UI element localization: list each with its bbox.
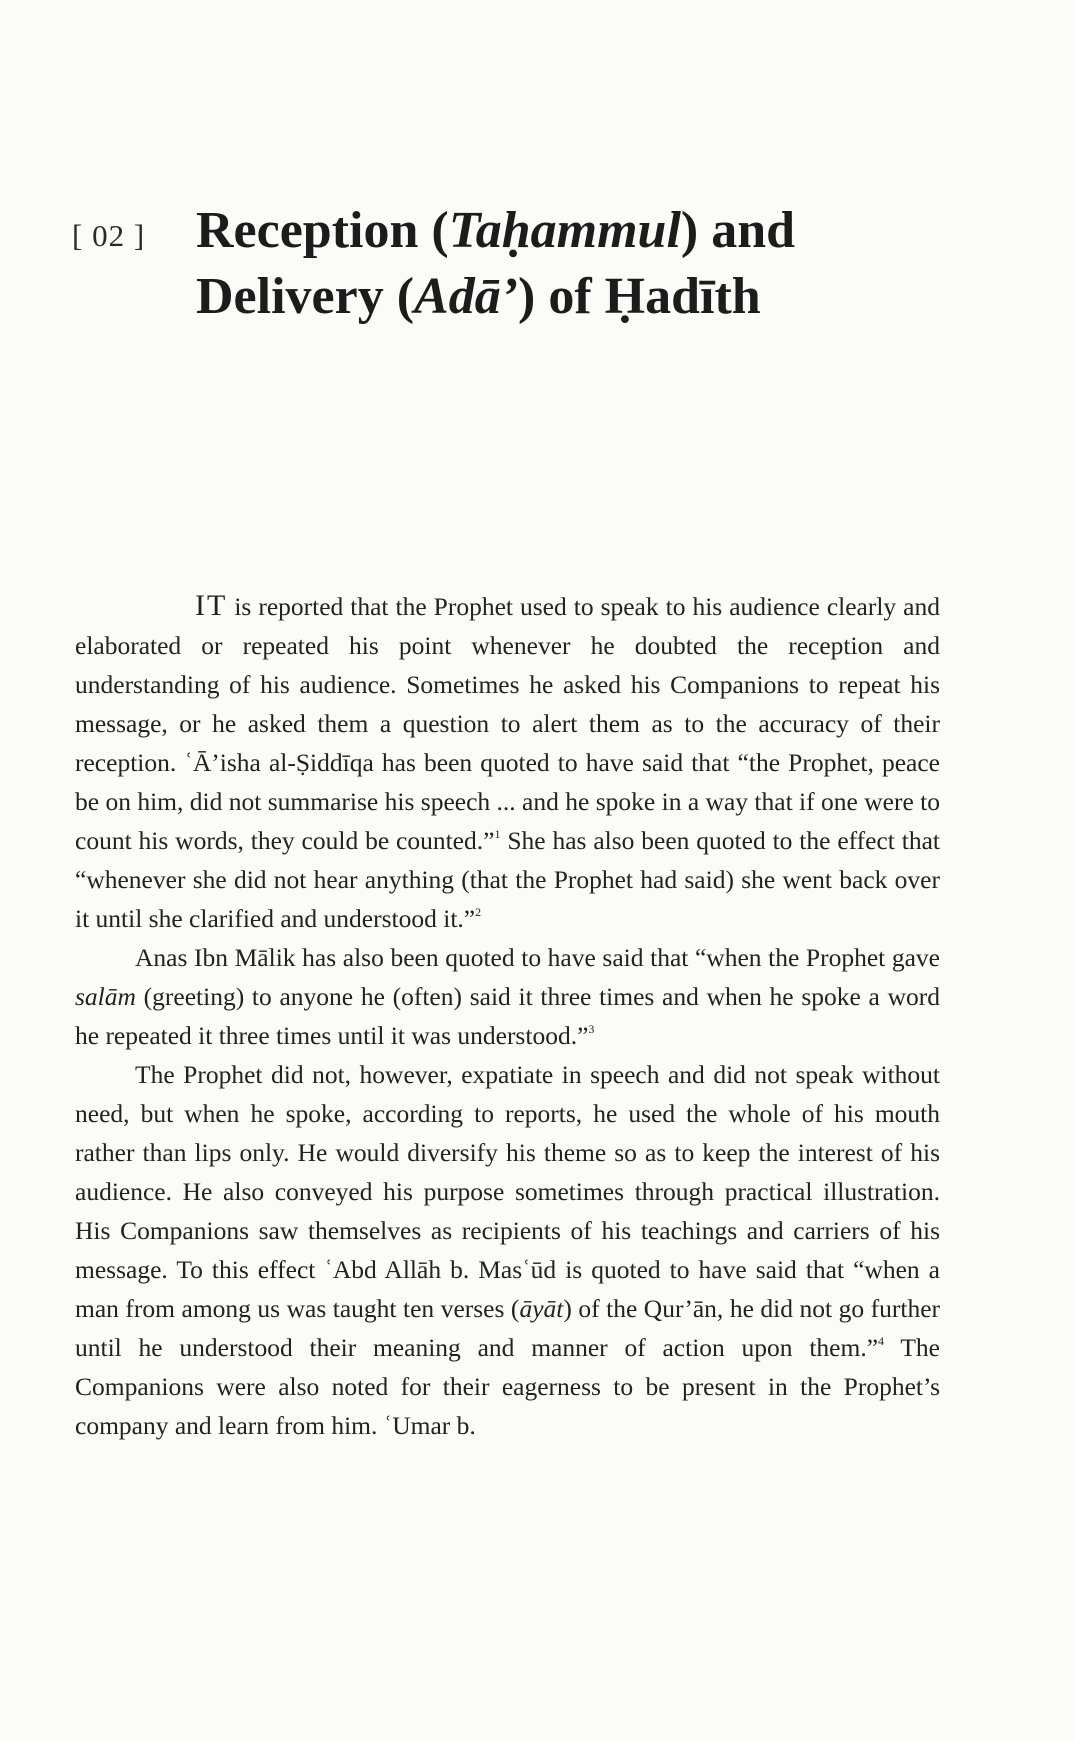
body-text [75, 586, 940, 1445]
title-part: Reception ( [196, 202, 449, 259]
footnote-marker: 2 [475, 905, 482, 919]
footnote-marker: 1 [494, 827, 501, 841]
text-run: (greeting) to anyone he (often) said it three times and when he spoke a word he repeated it three times until it was understood.” [75, 982, 940, 1050]
italic-term: āyāt [519, 1294, 564, 1323]
paragraph [75, 938, 940, 1055]
paragraph [75, 586, 940, 938]
text-run: ) of the Qur’ān, he did not go further until he understood their meaning and manner of action upon them.” [75, 1294, 941, 1362]
title-part: Taḥammul [448, 202, 681, 259]
footnote-marker: 4 [878, 1334, 885, 1348]
paragraph-lead: IT [195, 589, 228, 622]
title-part: ) and Delivery ( [196, 202, 796, 325]
paragraph [75, 1055, 940, 1445]
footnote-marker: 3 [588, 1022, 595, 1036]
text-run: Anas Ibn Mālik has also been quoted to have said that “when the Prophet gave [135, 943, 940, 972]
text-run: The Companions were also noted for their eagerness to be present in the Prophet’s company and learn from him. ʿUmar b. [75, 1333, 940, 1440]
text-run: The Prophet did not, however, expatiate in speech and did not speak without need, but when he spoke, according to reports, he used the whole of his mouth rather than lips only. He would diversify his theme so as to keep the interest of his audience. He also conveyed his purpose sometimes through practical illustration. His Companions saw themselves as recipients of his teachings and carriers of his message. To this effect ʿAbd Allāh b. Masʿūd is quoted to have said that “when a man from among us was taught ten verses ( [75, 1060, 940, 1323]
chapter-title [196, 198, 976, 330]
text-run: is reported that the Prophet used to speak to his audience clearly and elaborated or repeated his point whenever he doubted the reception and understanding of his audience. Sometimes he asked his Companions to repeat his message, or he asked them a question to alert them as to the accuracy of their reception. ʿĀ’isha al-Ṣiddīqa has been quoted to have said that “the Prophet, peace be on him, did not summarise his speech ... and he spoke in a way that if one were to count his words, they could be counted.” [75, 592, 940, 855]
title-part: ) of Ḥadīth [518, 268, 761, 325]
italic-term: salām [75, 982, 136, 1011]
text-run: She has also been quoted to the effect that “whenever she did not hear anything (that the Prophet had said) she went back over it until she clarified and understood it.” [75, 826, 940, 933]
chapter-number: [ 02 ] [72, 218, 146, 253]
title-part: Adā’ [414, 268, 519, 325]
